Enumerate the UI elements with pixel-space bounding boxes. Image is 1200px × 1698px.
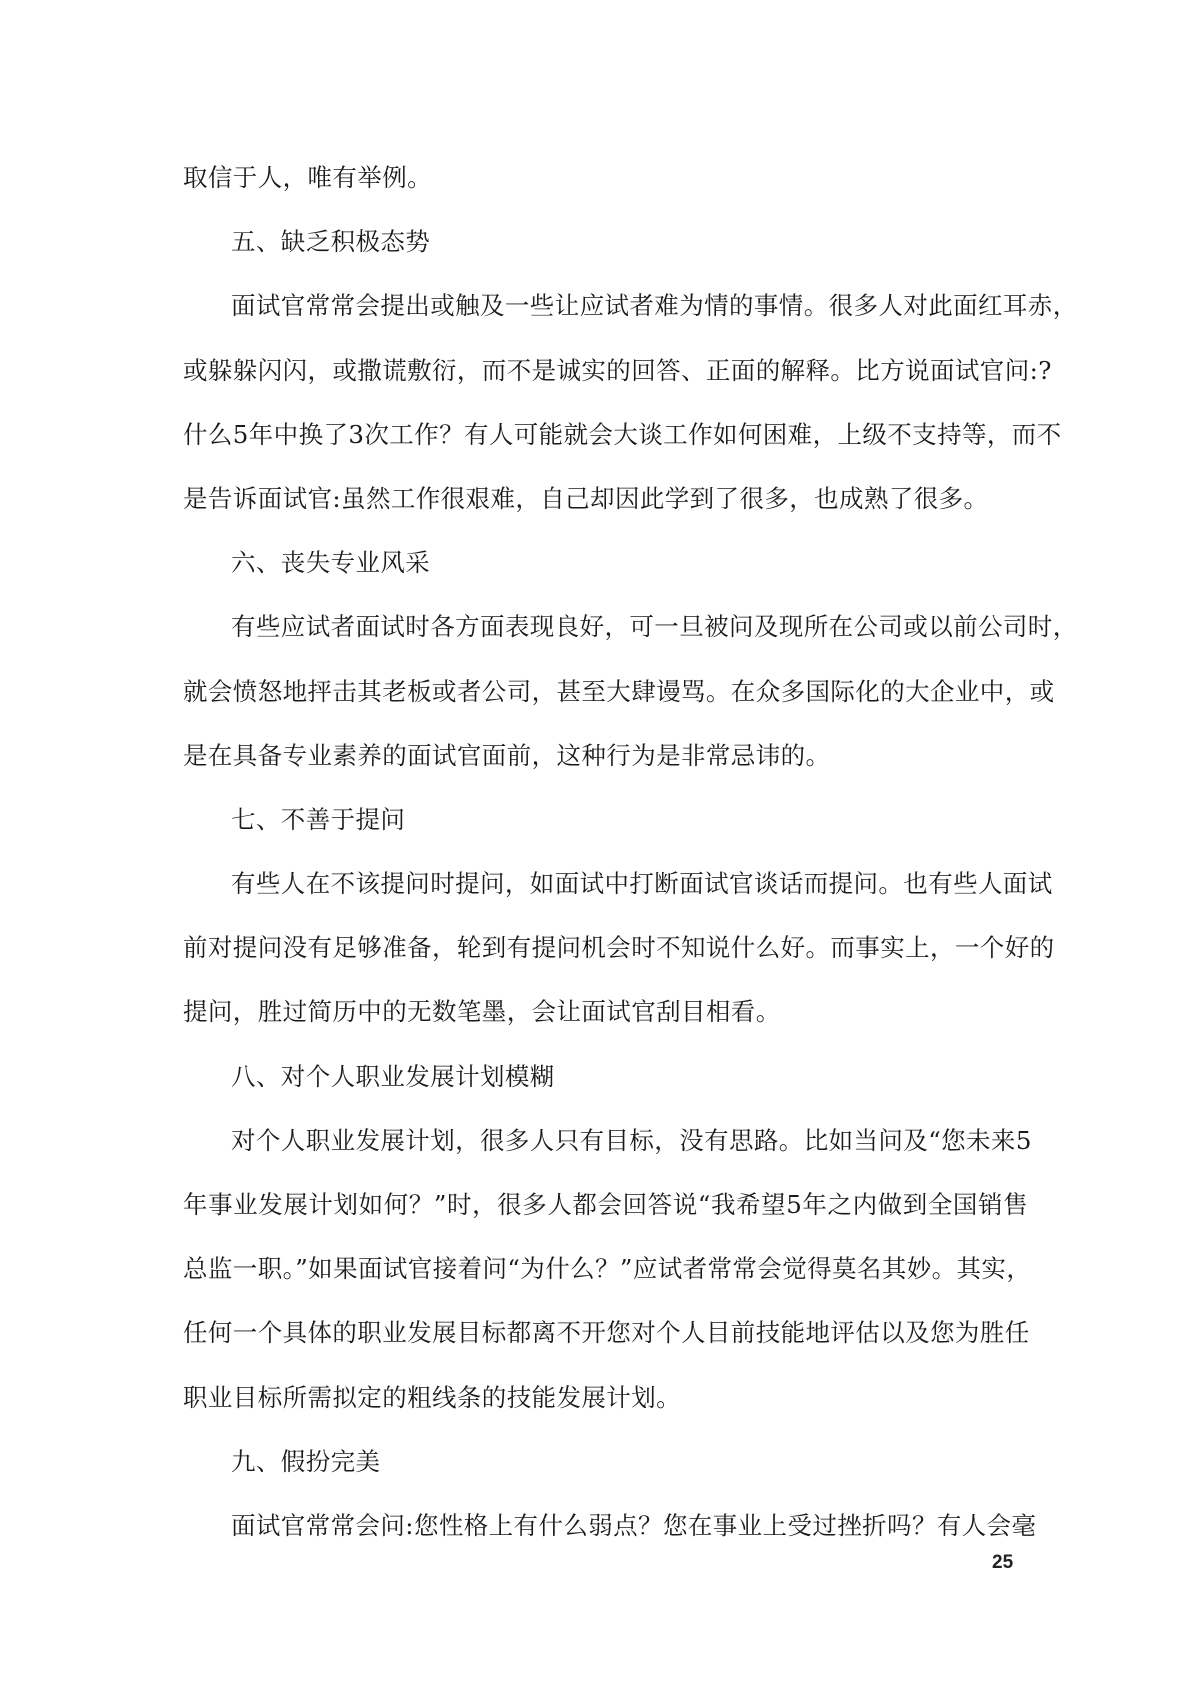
text-line: 职业目标所需拟定的粗线条的技能发展计划。 <box>183 1382 681 1412</box>
text-line: 就会愤怒地抨击其老板或者公司，甚至大肆谩骂。在众多国际化的大企业中，或 <box>183 676 1055 706</box>
text-line: 是在具备专业素养的面试官面前，这种行为是非常忌讳的。 <box>183 740 831 770</box>
section-heading: 六、丧失专业风采 <box>231 548 431 578</box>
section-heading: 七、不善于提问 <box>231 804 406 834</box>
text-line: 面试官常常会问:您性格上有什么弱点？您在事业上受过挫折吗？有人会毫 <box>231 1510 1037 1540</box>
text-line: 有些人在不该提问时提问，如面试中打断面试官谈话而提问。也有些人面试 <box>231 869 1053 899</box>
section-heading: 五、缺乏积极态势 <box>231 227 431 257</box>
text-line: 总监一职。”如果面试官接着问“为什么？”应试者常常会觉得莫名其妙。其实， <box>183 1254 1032 1284</box>
text-line: 任何一个具体的职业发展目标都离不开您对个人目前技能地评估以及您为胜任 <box>183 1318 1030 1348</box>
document-body <box>183 146 1078 1558</box>
section-heading: 八、对个人职业发展计划模糊 <box>231 1061 555 1091</box>
text-line: 有些应试者面试时各方面表现良好，可一旦被问及现所在公司或以前公司时， <box>231 612 1078 642</box>
text-line: 什么5年中换了3次工作？有人可能就会大谈工作如何困难，上级不支持等，而不 <box>183 419 1062 449</box>
text-line: 前对提问没有足够准备，轮到有提问机会时不知说什么好。而事实上，一个好的 <box>183 933 1055 963</box>
section-heading: 九、假扮完美 <box>231 1446 381 1476</box>
text-line: 提问，胜过简历中的无数笔墨，会让面试官刮目相看。 <box>183 997 781 1027</box>
text-line: 年事业发展计划如何？”时，很多人都会回答说“我希望5年之内做到全国销售 <box>183 1190 1028 1219</box>
text-line: 对个人职业发展计划，很多人只有目标，没有思路。比如当问及“您未来5 <box>231 1125 1032 1155</box>
text-line: 或躲躲闪闪，或撒谎敷衍，而不是诚实的回答、正面的解释。比方说面试官问:? <box>183 355 1052 385</box>
text-line: 是告诉面试官:虽然工作很艰难，自己却因此学到了很多，也成熟了很多。 <box>183 483 989 513</box>
text-line: 取信于人，唯有举例。 <box>183 163 432 192</box>
text-line: 面试官常常会提出或触及一些让应试者难为情的事情。很多人对此面红耳赤， <box>231 291 1078 321</box>
page-number: 25 <box>992 1552 1014 1573</box>
